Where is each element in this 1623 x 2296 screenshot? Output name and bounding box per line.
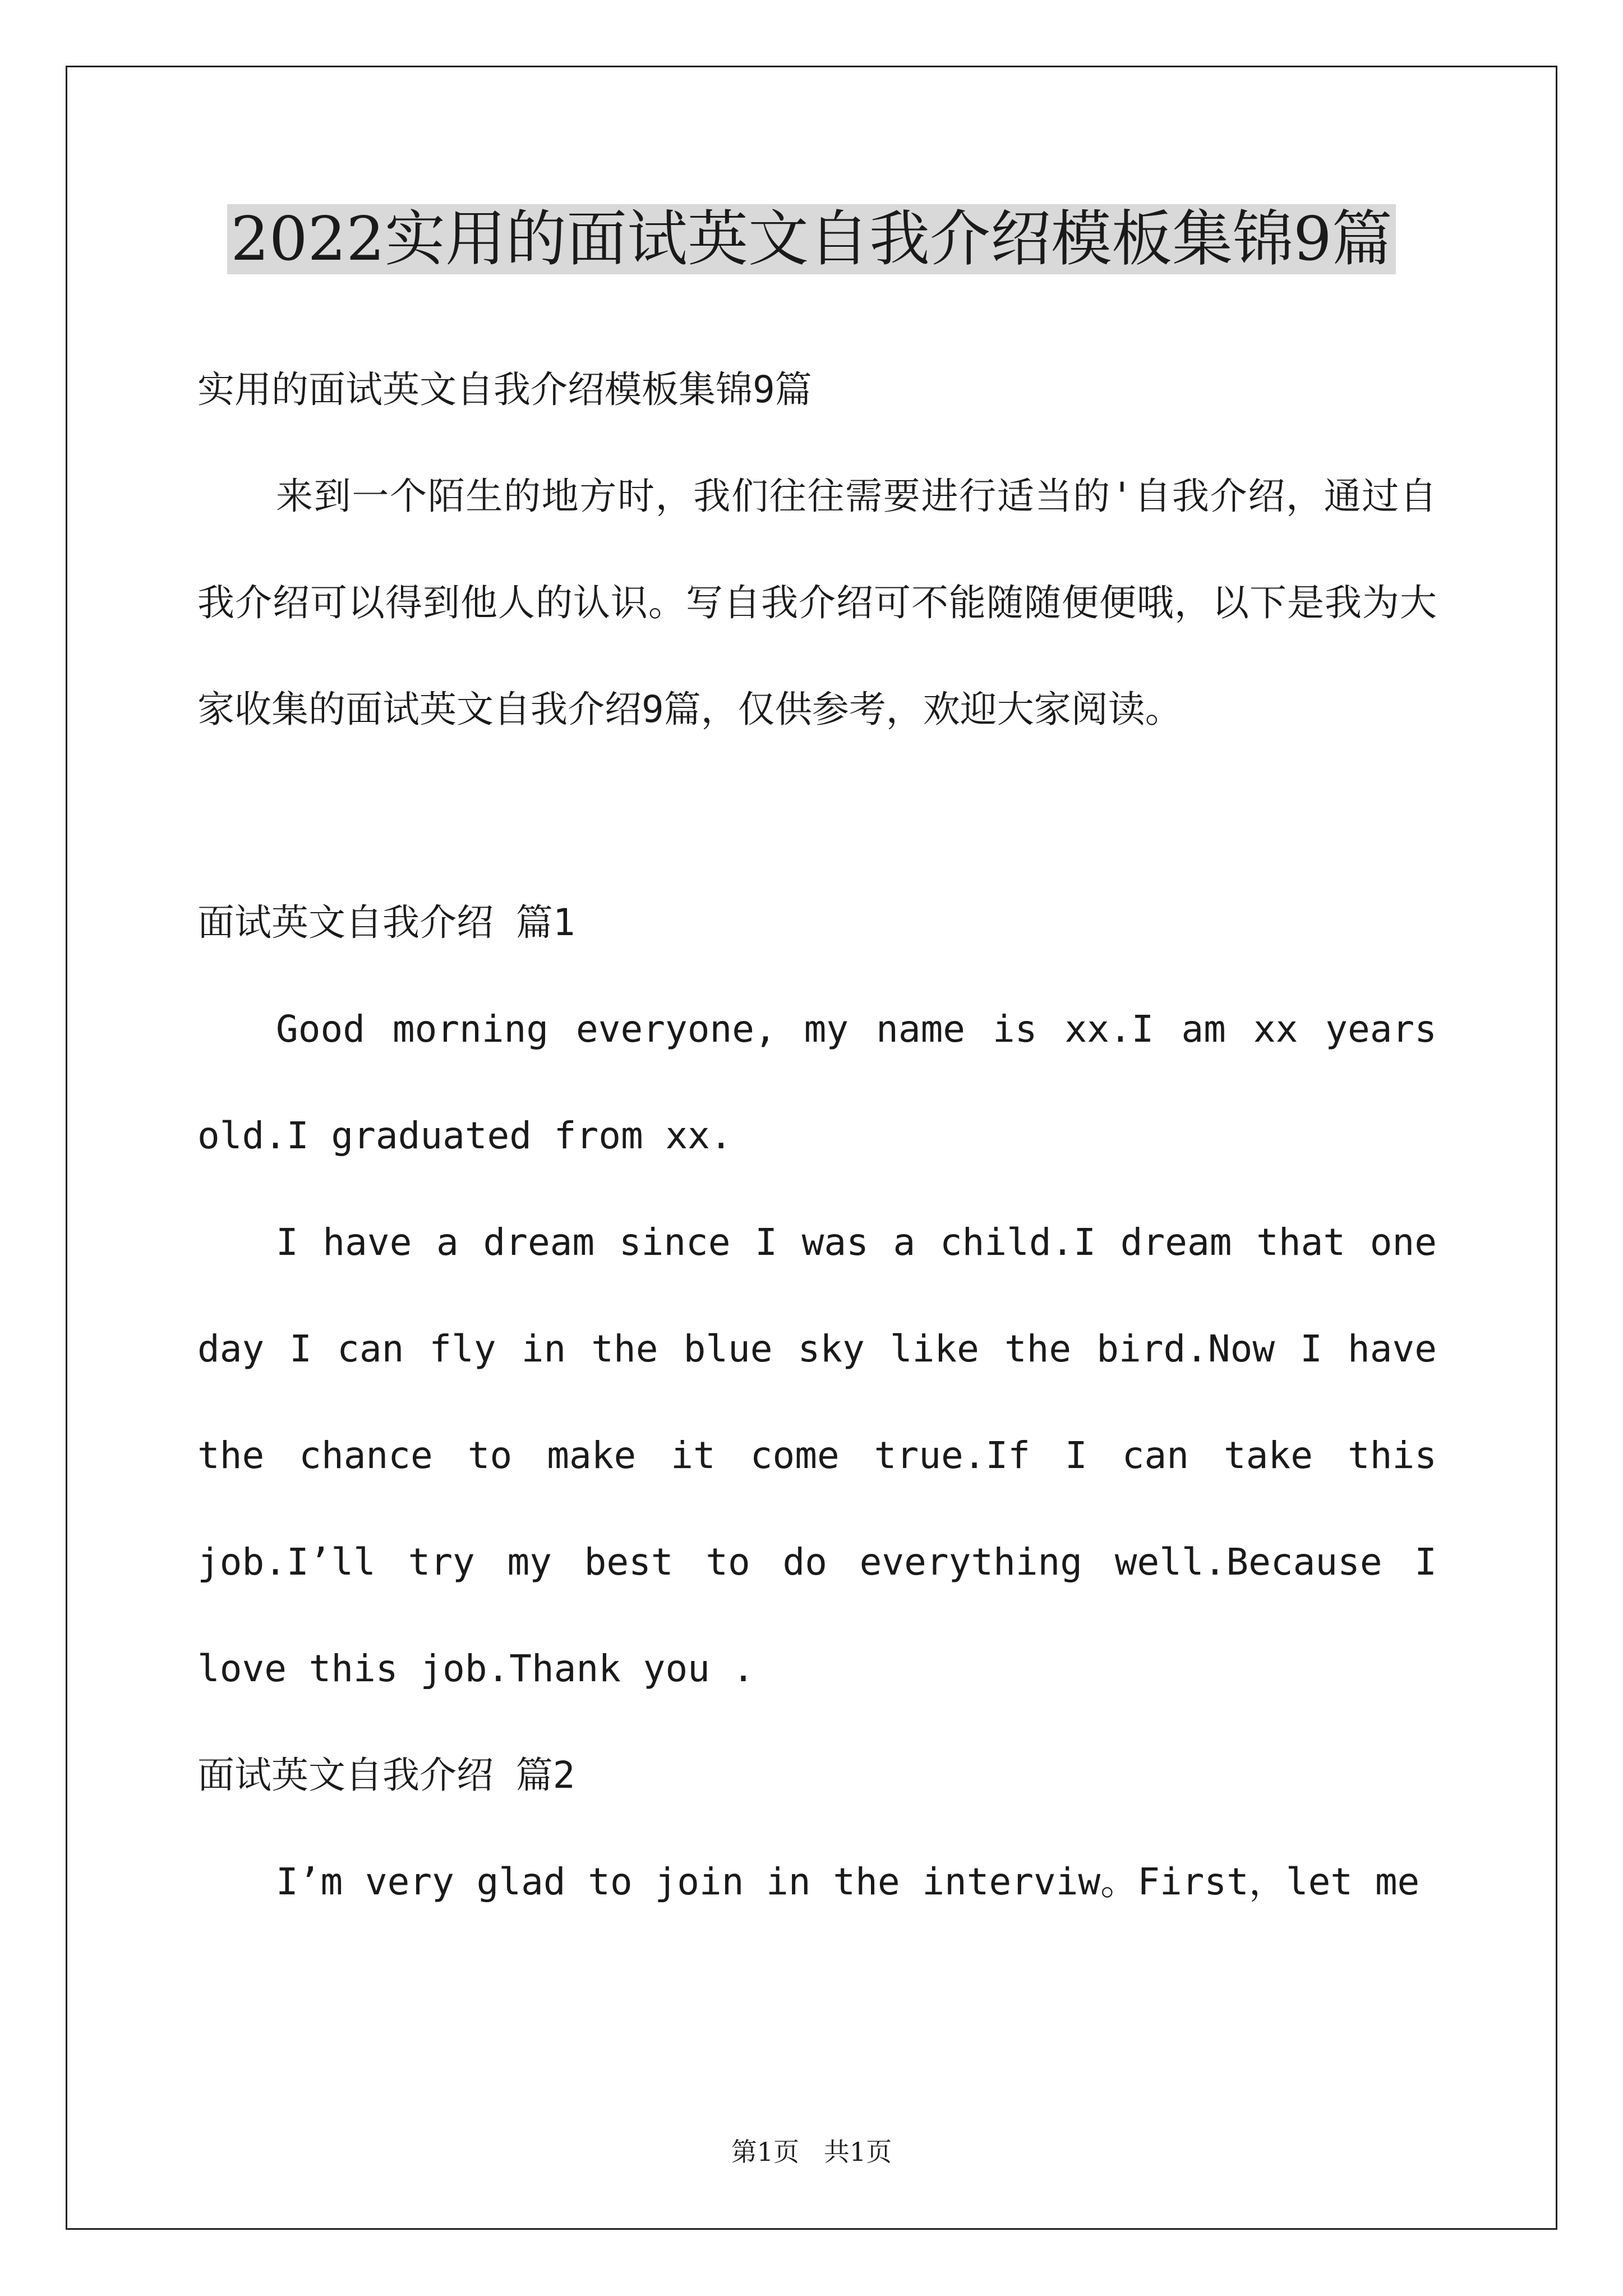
paragraph: I’m very glad to join in the interviw。First，let me xyxy=(276,1860,1420,1903)
document-title: 2022实用的面试英文自我介绍模板集锦9篇 xyxy=(0,203,1623,276)
document-subtitle: 实用的面试英文自我介绍模板集锦9篇 xyxy=(197,368,812,411)
page-footer: 第1页 共1页 xyxy=(731,2137,892,2167)
section-heading: 面试英文自我介绍 篇1 xyxy=(197,901,575,944)
section-heading: 面试英文自我介绍 篇2 xyxy=(197,1754,575,1797)
intro-paragraph: 来到一个陌生的地方时，我们往往需要进行适当的'自我介绍，通过自我介绍可以得到他人的认识。写自我介绍可不能随随便便哦，以下是我为大家收集的面试英文自我介绍9篇，仅供参考，欢迎大家阅读。 xyxy=(197,475,1437,731)
document-body xyxy=(197,337,1437,1935)
paragraph: I have a dream since I was a child.I dream that one day I can fly in the blue sky like the bird.Now I have the chance to make it come true.If I can take this job.I’ll try my best to do everything well.Because I love this job.Thank you . xyxy=(197,1221,1437,1690)
paragraph: Good morning everyone, my name is xx.I am xx years old.I graduated from xx. xyxy=(197,1007,1437,1157)
